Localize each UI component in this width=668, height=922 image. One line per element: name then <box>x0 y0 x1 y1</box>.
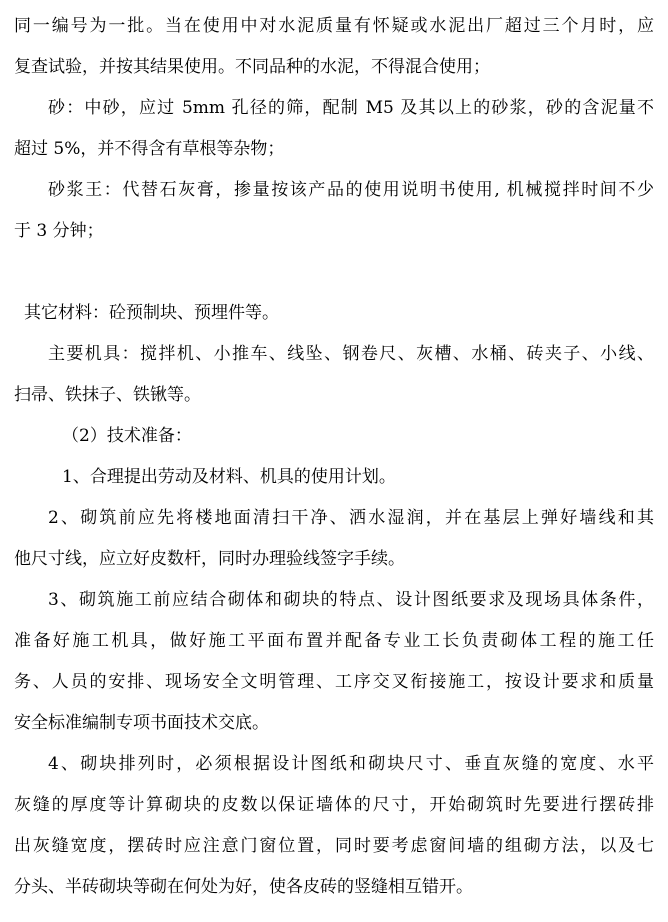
text-line: 主要机具：搅拌机、小推车、线坠、钢卷尺、灰槽、水桶、砖夹子、小线、 <box>48 344 654 364</box>
text-line: 其它材料：砼预制块、预埋件等。 <box>24 303 279 323</box>
section-heading: （2）技术准备： <box>62 426 192 446</box>
blank-line <box>14 252 654 293</box>
text-line: 出灰缝宽度，摆砖时应注意门窗位置，同时要考虑窗间墙的组砌方法，以及七 <box>14 836 654 856</box>
text-line: 复查试验，并按其结果使用。不同品种的水泥，不得混合使用； <box>14 57 490 77</box>
text-line: 1、合理提出劳动及材料、机具的使用计划。 <box>62 467 396 487</box>
text-line: 3、砌筑施工前应结合砌体和砌块的特点、设计图纸要求及现场具体条件， <box>48 590 654 610</box>
text-line: 4、砌块排列时，必须根据设计图纸和砌块尺寸、垂直灰缝的宽度、水平 <box>48 754 654 774</box>
text-line: 于 3 分钟； <box>14 221 104 241</box>
text-line: 砂：中砂，应过 5mm 孔径的筛，配制 M5 及其以上的砂浆，砂的含泥量不 <box>48 98 654 118</box>
text-line: 准备好施工机具，做好施工平面布置并配备专业工长负责砌体工程的施工任 <box>14 631 654 651</box>
text-line: 灰缝的厚度等计算砌块的皮数以保证墙体的尺寸，开始砌筑时先要进行摆砖排 <box>14 795 654 815</box>
text-line: 2、砌筑前应先将楼地面清扫干净、洒水湿润，并在基层上弹好墙线和其 <box>48 508 654 528</box>
text-line: 砂浆王：代替石灰膏，掺量按该产品的使用说明书使用, 机械搅拌时间不少 <box>48 180 654 200</box>
text-line: 他尺寸线，应立好皮数杆，同时办理验线签字手续。 <box>14 549 405 569</box>
text-line: 同一编号为一批。当在使用中对水泥质量有怀疑或水泥出厂超过三个月时，应 <box>14 16 654 36</box>
text-line: 安全标准编制专项书面技术交底。 <box>14 713 269 733</box>
text-line: 务、人员的安排、现场安全文明管理、工序交叉衔接施工，按设计要求和质量 <box>14 672 654 692</box>
text-line: 扫帚、铁抹子、铁锹等。 <box>14 385 201 405</box>
text-line: 超过 5%，并不得含有草根等杂物； <box>14 139 285 159</box>
text-line: 分头、半砖砌块等砌在何处为好，使各皮砖的竖缝相互错开。 <box>14 877 473 897</box>
